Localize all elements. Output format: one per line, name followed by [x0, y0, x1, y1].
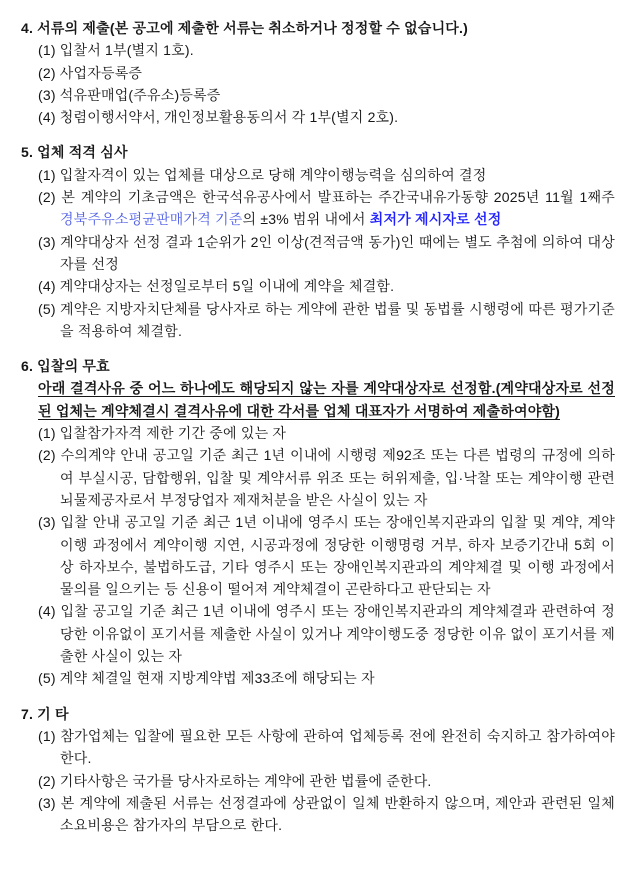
- list-item: (3) 계약대상자 선정 결과 1순위가 2인 이상(견적금액 동가)인 때에는 별도 추첨에 의하여 대상자를 선정: [38, 233, 615, 272]
- section-title: 5. 업체 적격 심사: [21, 144, 128, 161]
- list-item: (2) 기타사항은 국가를 당사자로하는 계약에 관한 법률에 준한다.: [38, 772, 432, 789]
- underlined-notice: 아래 결격사유 중 어느 하나에도 해당되지 않는 자를 계약대상자로 선정함.(계약대상자로 선정된 업체는 계약체결시 결격사유에 대한 각서를 업체 대표자가 서명하여 제출하여야함): [38, 380, 615, 419]
- list-item: (2) 사업자등록증: [38, 64, 143, 81]
- list-item: (2) 수의계약 안내 공고일 기준 최근 1년 이내에 시행령 제92조 또는 다른 법령의 규정에 의하여 부실시공, 담합행위, 입찰 및 계약서류 위조 또는 허위제출, 입·낙찰 또는 계약이행 관련 뇌물제공자로서 부정당업자 제재처분을 받은 사실이 있는 자: [38, 447, 615, 508]
- item-text-run: (2) 본 계약의 기초금액은 한국석유공사에서 발표하는 주간국내유가동향 2025년 11월 1째주: [38, 189, 615, 206]
- section-bid-invalidity: [21, 355, 615, 689]
- section-title: 7. 기 타: [21, 705, 69, 722]
- list-item-with-emphasis: [38, 186, 615, 231]
- section-qualification-review: [21, 141, 615, 342]
- list-item: (1) 참가업체는 입찰에 필요한 모든 사항에 관하여 업체등록 전에 완전히 숙지하고 참가하여야 한다.: [38, 727, 615, 767]
- emphasis-text: 최저가 제시자로 선정: [369, 211, 502, 228]
- section-document-submission: [21, 17, 615, 128]
- item-text-run: 의 ±3% 범위 내에서: [242, 211, 370, 228]
- list-item: (4) 입찰 공고일 기준 최근 1년 이내에 영주시 또는 장애인복지관과의 계약체결과 관련하여 정당한 이유없이 포기서를 제출한 사실이 있거나 계약이행도중 정당한 이유 없이 포기서를 제출한 사실이 있는 자: [38, 603, 615, 665]
- list-item: (3) 입찰 안내 공고일 기준 최근 1년 이내에 영주시 또는 장애인복지관과의 입찰 및 계약, 계약이행 과정에서 계약이행 지연, 시공과정에 정당한 이행명령 거부, 하자 보증기간내 5회 이상 하자보수, 불법하도급, 기타 영주시 또는 장애인복지관과의 계약체결 및 이행 과정에서 물의를 일으키는 등 신용이 떨어져 계약체결이 곤란하다고 판단되는 자: [38, 514, 615, 598]
- list-item: (3) 본 계약에 제출된 서류는 선정결과에 상관없이 일체 반환하지 않으며, 제안과 관련된 일체 소요비용은 참가자의 부담으로 한다.: [38, 794, 615, 834]
- list-item: (5) 계약 체결일 현재 지방계약법 제33조에 해당되는 자: [38, 670, 375, 687]
- list-item: (1) 입찰참가자격 제한 기간 중에 있는 자: [38, 425, 287, 442]
- section-miscellaneous: [21, 703, 615, 837]
- highlight-text: 경북주유소평균판매가격 기준: [60, 211, 243, 228]
- list-item: (4) 계약대상자는 선정일로부터 5일 이내에 계약을 체결함.: [38, 278, 395, 295]
- section-title: 4. 서류의 제출(본 공고에 제출한 서류는 취소하거나 정정할 수 없습니다.): [21, 20, 468, 36]
- section-title: 6. 입찰의 무효: [21, 358, 110, 375]
- list-item: (4) 청렴이행서약서, 개인정보활용동의서 각 1부(별지 2호).: [38, 109, 399, 126]
- list-item: (3) 석유판매업(주유소)등록증: [38, 86, 221, 103]
- list-item: (5) 계약은 지방자치단체를 당사자로 하는 게약에 관한 법률 및 동법률 시행령에 따른 평가기준을 적용하여 체결함.: [38, 300, 615, 339]
- list-item: (1) 입찰서 1부(별지 1호).: [38, 42, 194, 59]
- list-item: (1) 입찰자격이 있는 업체를 대상으로 당해 계약이행능력을 심의하여 결정: [38, 166, 487, 183]
